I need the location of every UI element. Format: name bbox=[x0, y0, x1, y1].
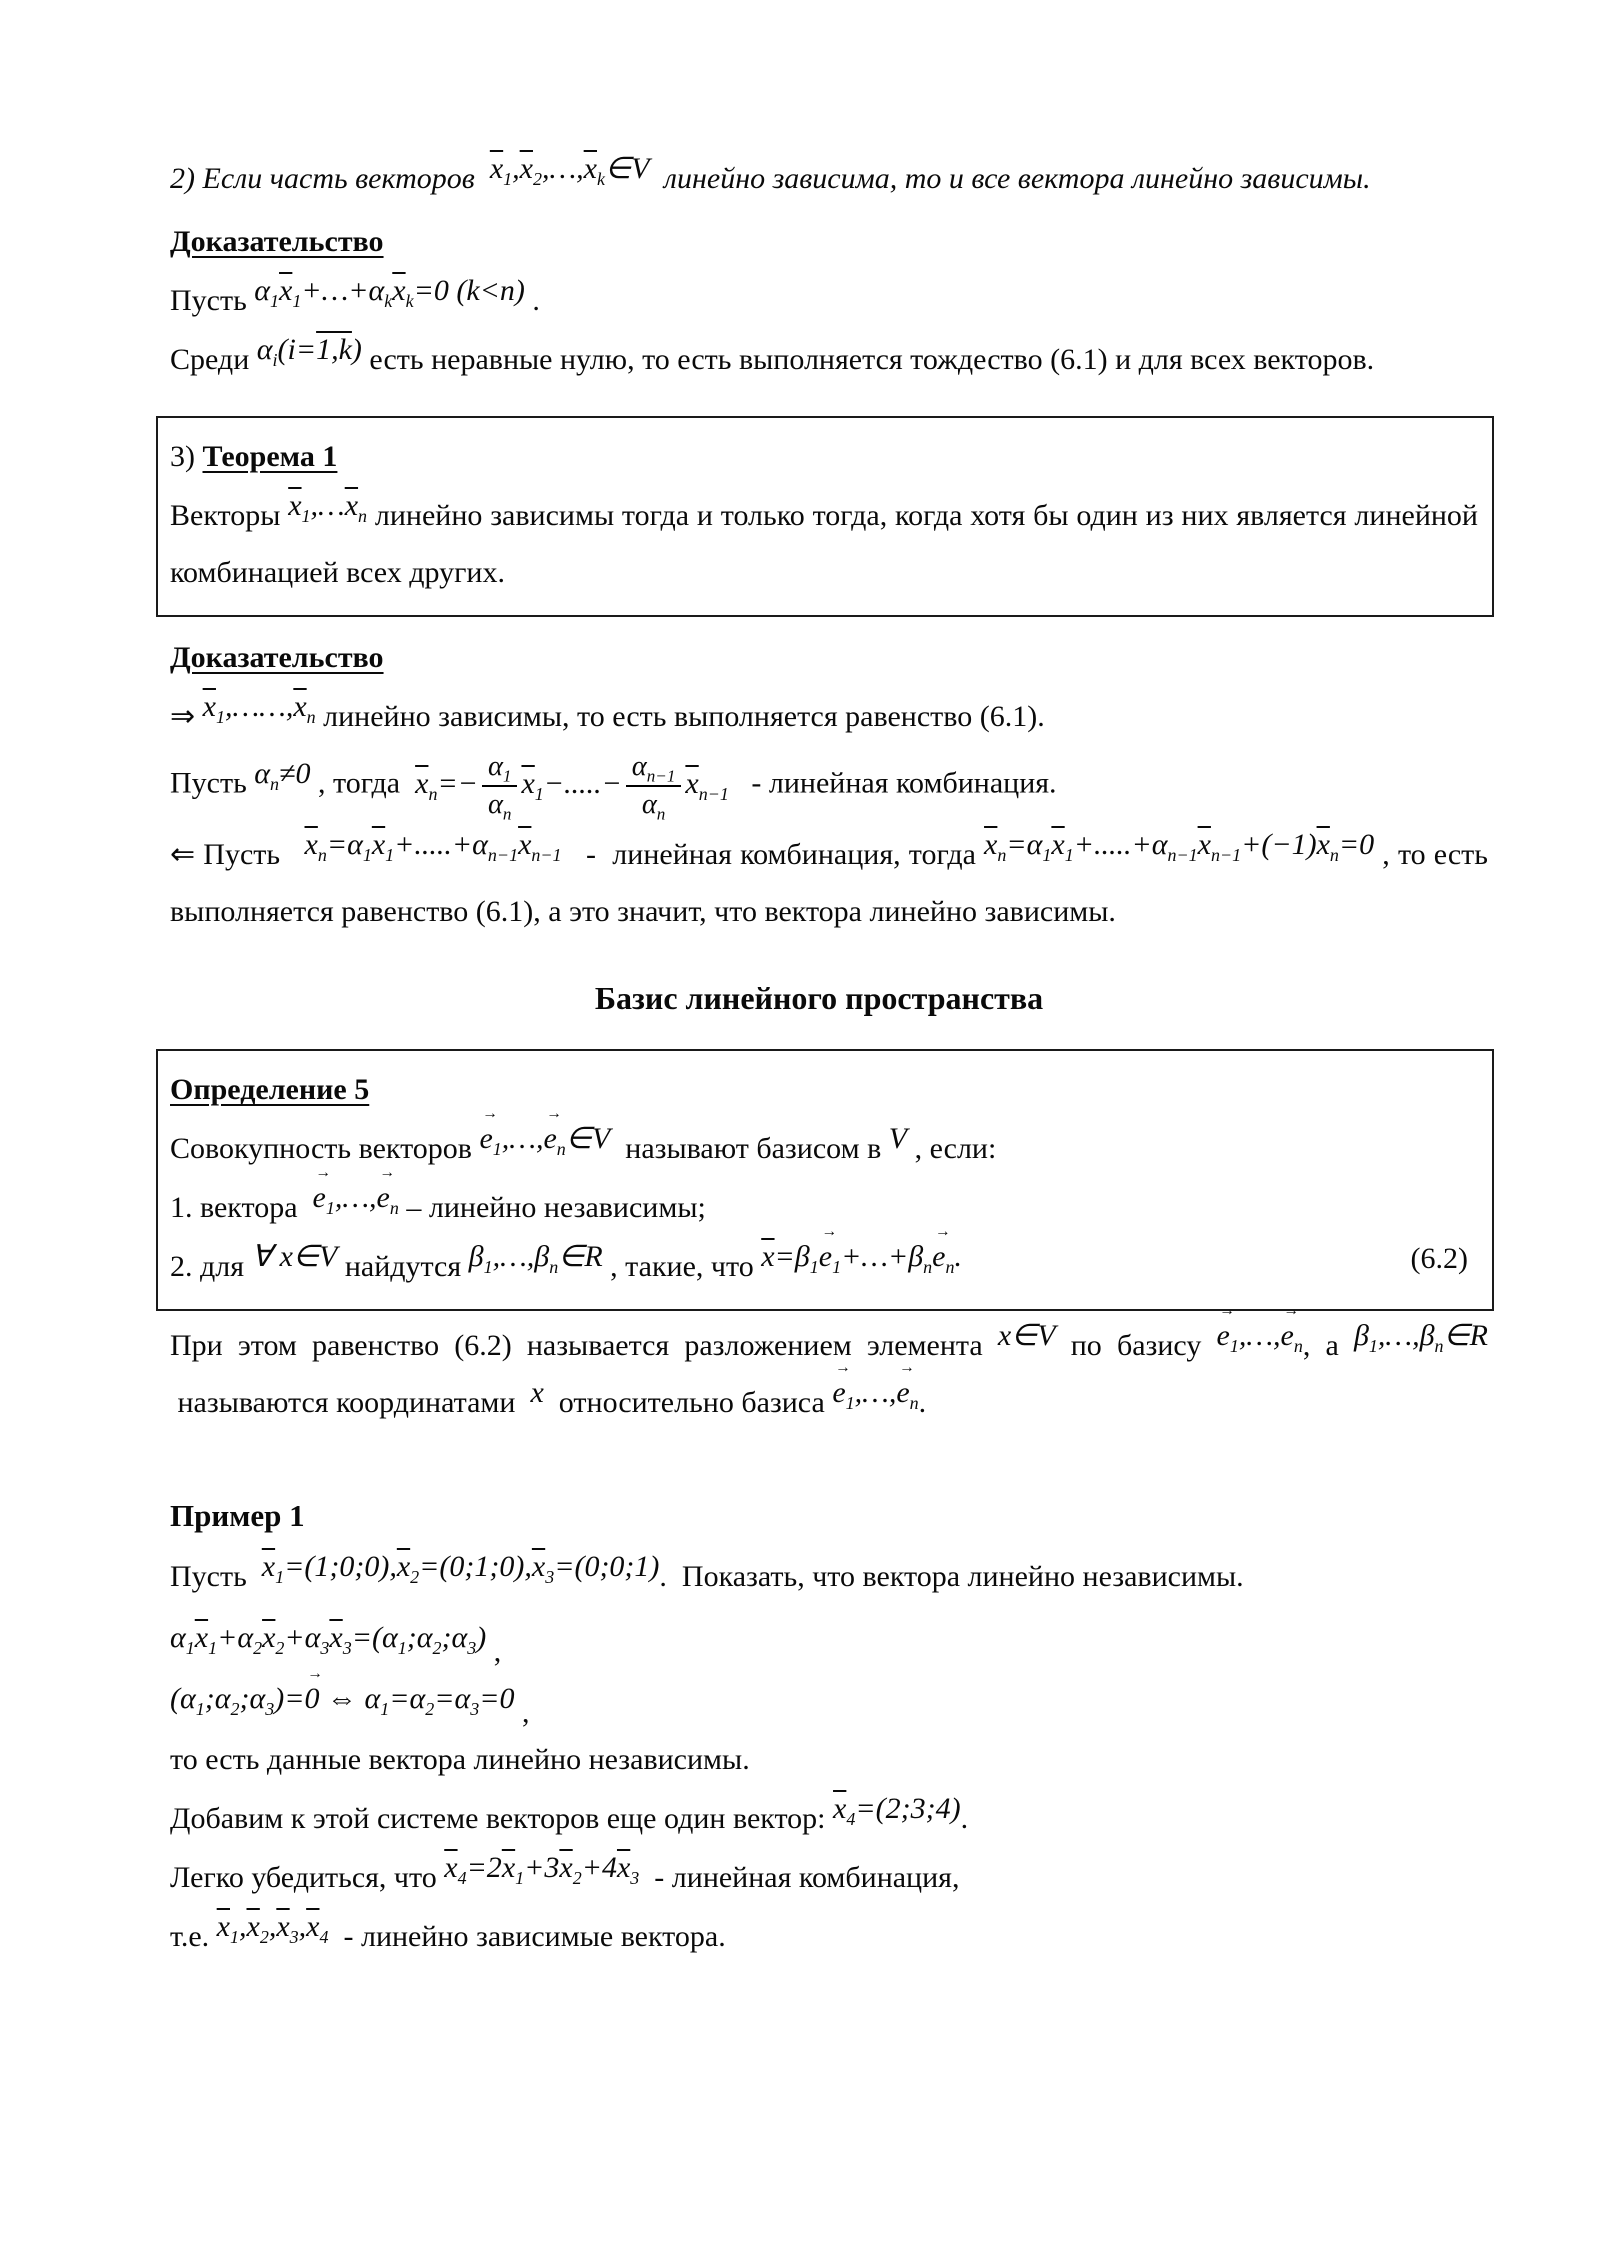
theorem-1-body: Векторы $\overline{x}_1,\dots\overline{x}_n$ линейно зависимы тогда и только тогда, когда хотя бы один из них является линейной комбинацией всех других. bbox=[170, 489, 1478, 589]
example-line-5: т.е. $\overline{x}_1,\overline{x}_2,\overline{x}_3,\overline{x}_4$ - линейно зависимые вектора. bbox=[170, 1910, 726, 1954]
para-property-2: 2) Если часть векторов $\overline{x}_1,\overline{x}_2,\dots,\overline{x}_k\in V$ линейно зависима, то и все вектора линейно зависимы. bbox=[170, 152, 1371, 195]
para-after-definition: При этом равенство (6.2) называется разложением элемента x∈V по базису $e \to_1,\dots,e \to_n$, а $\beta_1,\dots,\beta_n\in R$ называются координатами x относительно базиса $e \to_1,\dots,e \to_n$. bbox=[170, 1317, 1488, 1431]
proof-1-heading bbox=[170, 213, 1488, 270]
proof-1-line-1: Пусть $\alpha_1\overline{x}_1+\dots+\alpha_k\overline{x}_k=0$ (k<n) . bbox=[170, 274, 540, 317]
example-1-heading: Пример 1 bbox=[170, 1498, 305, 1534]
proof-2-label: Доказательство bbox=[170, 641, 384, 674]
example-formula-1: $\alpha_1\overline{x}_1+\alpha_2\overline{x}_2+\alpha_3\overline{x}_3=(\alpha_1;\alpha_2;\alpha_3)$ , bbox=[170, 1621, 502, 1668]
example-formula-2: $(\alpha_1;\alpha_2;\alpha_3)=0$ → ⇔ $\alpha_1=\alpha_2=\alpha_3=0$ , bbox=[170, 1670, 1488, 1727]
section-title: Базис линейного пространства bbox=[594, 980, 1044, 1017]
definition-5-label: Определение 5 bbox=[170, 1073, 370, 1107]
definition-5-intro: Совокупность векторов $e \to_1,\dots,e$ $\to_n\in V$ называют базисом в V , если: bbox=[170, 1120, 1478, 1177]
proof-1-label: Доказательство bbox=[170, 225, 384, 258]
definition-5-title bbox=[170, 1061, 1478, 1118]
proof-2-heading bbox=[170, 629, 1488, 686]
definition-5-item-1: 1. вектора $e \to_1,\dots,e \to_n$ – линейно независимы; bbox=[170, 1179, 1478, 1236]
example-line-1: Пусть $\overline{x}_1=(1;0;0),\overline{x}_2=(0;1;0),\overline{x}_3=(0;0;1)$. Показать, что вектора линейно независимы. bbox=[170, 1550, 1244, 1594]
example-line-4: Легко убедиться, что $\overline{x}_4=2\overline{x}_1+3\overline{x}_2+4\overline{x}_3$ - линейная комбинация, bbox=[170, 1851, 960, 1895]
example-line-3: Добавим к этой системе векторов еще один вектор: $\overline{x}_4=(2;3;4)$. bbox=[170, 1792, 969, 1836]
theorem-1-title: 3) Теорема 1 bbox=[170, 440, 338, 473]
proof-2-line-3: ⇐ Пусть $\overline{x}_n=\alpha_1\overline{x}_1+.....+\alpha_{n-1}\overline{x}_{n-1}$ - линейная комбинация, тогда $\overline{x}_n=\alpha_1\overline{x}_1+.....+\alpha_{n-1}\overline{x}_{n-1}+(-1)\overline{x}_n=0$ , то есть выполняется равенство (6.1), а это значит, что вектора линейно зависимы. bbox=[170, 828, 1488, 929]
definition-5-box bbox=[156, 1049, 1494, 1311]
proof-2-line-1: ⇒ $\overline{x}_1,\dots\dots,\overline{x}_n$ линейно зависимы, то есть выполняется равенство (6.1). bbox=[170, 690, 1045, 733]
example-line-2: то есть данные вектора линейно независимы. bbox=[170, 1743, 750, 1777]
definition-5-item-2: 2. для ∀ x∈V найдутся $\beta_1,\dots,\beta_n\in R$ , такие, что $\overline{x}=\beta_1e$ $\to_1+\dots+\beta_ne \to_n$. (6.2) bbox=[170, 1238, 1478, 1295]
theorem-1-box bbox=[156, 416, 1494, 617]
proof-2-line-2: Пусть $\alpha_n\ne 0$ , тогда $\overline{x}_n=-$ $\frac{\alpha_1}{\alpha_n}$ $\overline{x}_1-.....-$ $\frac{\alpha_{n-1}}{\alpha_n}$ $\overline{x}_{n-1}$ - линейная комбинация. bbox=[170, 751, 1057, 824]
proof-1-line-2: Среди $\alpha_i(i=1,k)$ есть неравные нулю, то есть выполняется тождество (6.1) и для всех векторов. bbox=[170, 333, 1375, 376]
